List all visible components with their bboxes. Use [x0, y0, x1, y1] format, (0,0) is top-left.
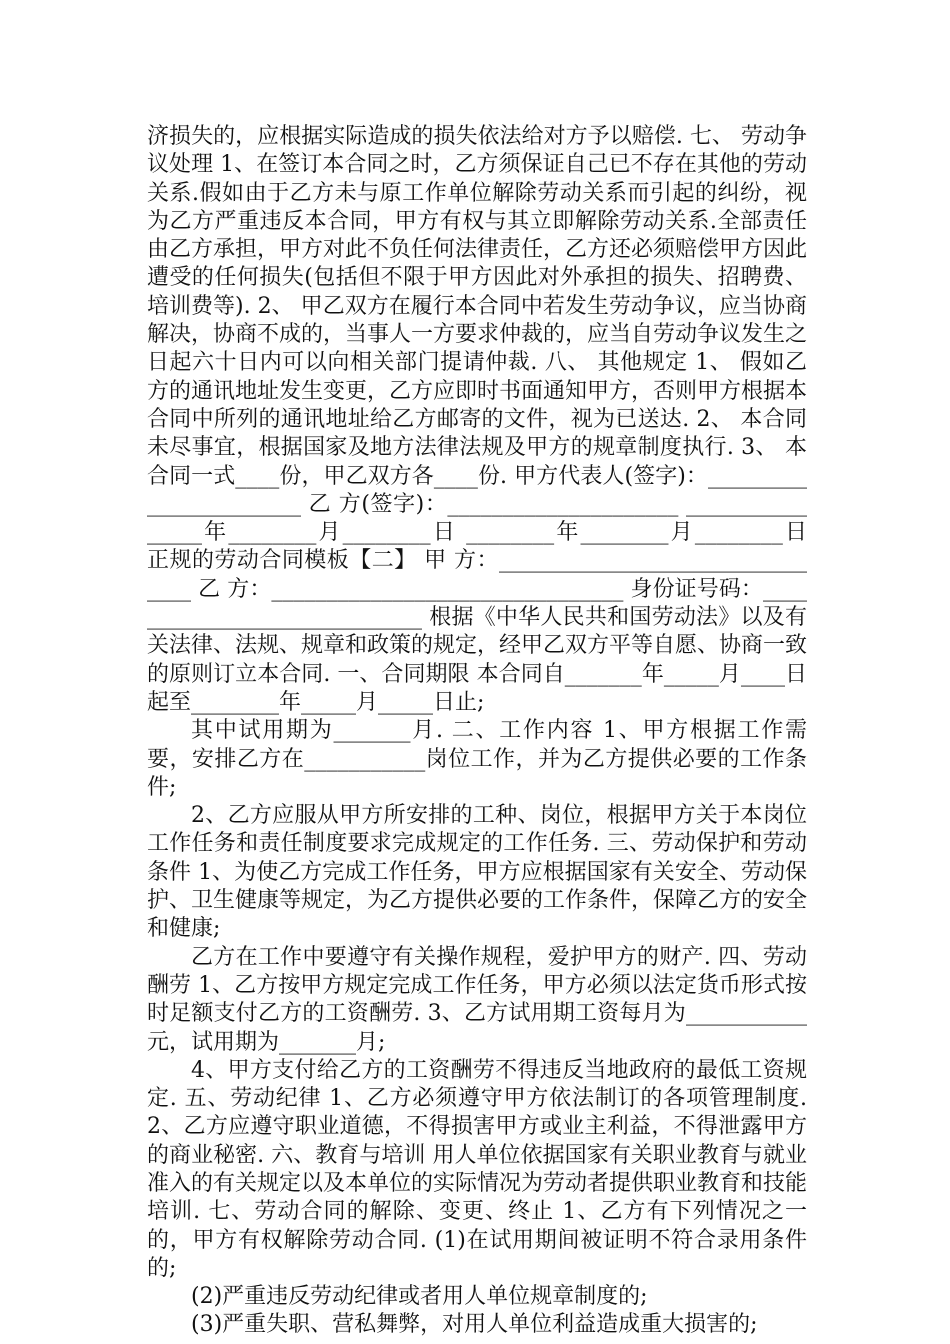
- paragraph-probation-and-work-content: 其中试用期为_______月. 二、工作内容 1、甲方根据工作需要，安排乙方在___________岗位工作，并为乙方提供必要的工作条件;: [147, 718, 807, 800]
- paragraph-wages-discipline-training: 4、甲方支付给乙方的工资酬劳不得违反当地政府的最低工资规定. 五、劳动纪律 1、乙方必须遵守甲方依法制订的各项管理制度. 2、乙方应遵守职业道德，不得损害甲方或业主利益，不得泄露甲方的商业秘密. 六、教育与培训 用人单位依据国家有关职业教育与就业准入的有关规定以及本单位的实际情况为劳动者提供职业教育和技能培训. 七、劳动合同的解除、变更、终止 1、乙方有下列情况之一的，甲方有权解除劳动合同. (1)在试用期间被证明不符合录用条件的;: [147, 1057, 808, 1281]
- paragraph-work-rules-and-remuneration: 乙方在工作中要遵守有关操作规程，爱护甲方的财产. 四、劳动酬劳 1、乙方按甲方规定完成工作任务，甲方必须以法定货币形式按时足额支付乙方的工资酬劳. 3、乙方试用期工资每月为___________元，试用期为_______月;: [147, 944, 807, 1055]
- paragraph-work-tasks-and-protection: 2、乙方应服从甲方所安排的工种、岗位，根据甲方关于本岗位工作任务和责任制度要求完成规定的工作任务. 三、劳动保护和劳动条件 1、为使乙方完成工作任务，甲方应根据国家有关安全、劳动保护、卫生健康等规定，为乙方提供必要的工作条件，保障乙方的安全和健康;: [147, 803, 808, 942]
- document-page: [147, 123, 807, 1340]
- list-item-termination-reason-3: (3)严重失职、营私舞弊，对用人单位利益造成重大损害的;: [191, 1312, 758, 1338]
- paragraph-dispute-and-other-provisions: 济损失的，应根据实际造成的损失依法给对方予以赔偿. 七、 劳动争议处理 1、在签订本合同之时，乙方须保证自己已不存在其他的劳动关系.假如由于乙方未与原工作单位解除劳动关系而引起的纠纷，视为乙方严重违反本合同，甲方有权与其立即解除劳动关系.全部责任由乙方承担，甲方对此不负任何法律责任，乙方还必须赔偿甲方因此遭受的任何损失(包括但不限于甲方因此对外承担的损失、招聘费、培训费等). 2、 甲乙双方在履行本合同中若发生劳动争议，应当协商解决，协商不成的，当事人一方要求仲裁的，应当自劳动争议发生之日起六十日内可以向相关部门提请仲裁. 八、 其他规定 1、 假如乙方的通讯地址发生变更，乙方应即时书面通知甲方，否则甲方根据本合同中所列的通讯地址给乙方邮寄的文件，视为已送达. 2、 本合同未尽事宜，根据国家及地方法律法规及甲方的规章制度执行. 3、 本合同一式____份，甲乙双方各____份. 甲方代表人(签字)：_______________________ 乙 方(签字)：_____________________ ________________年________月________日 ________年________月________日 正规的劳动合同模板【二】 甲 方：________________________________ 乙 方：________________________________ 身份证号码：_____________________________ 根据《中华人民共和国劳动法》以及有关法律、法规、规章和政策的规定，经甲乙双方平等自愿、协商一致的原则订立本合同. 一、合同期限 本合同自_______年_____月____日起至________年_____月_____日止;: [147, 124, 808, 715]
- list-item-termination-reason-2: (2)严重违反劳动纪律或者用人单位规章制度的;: [191, 1284, 648, 1310]
